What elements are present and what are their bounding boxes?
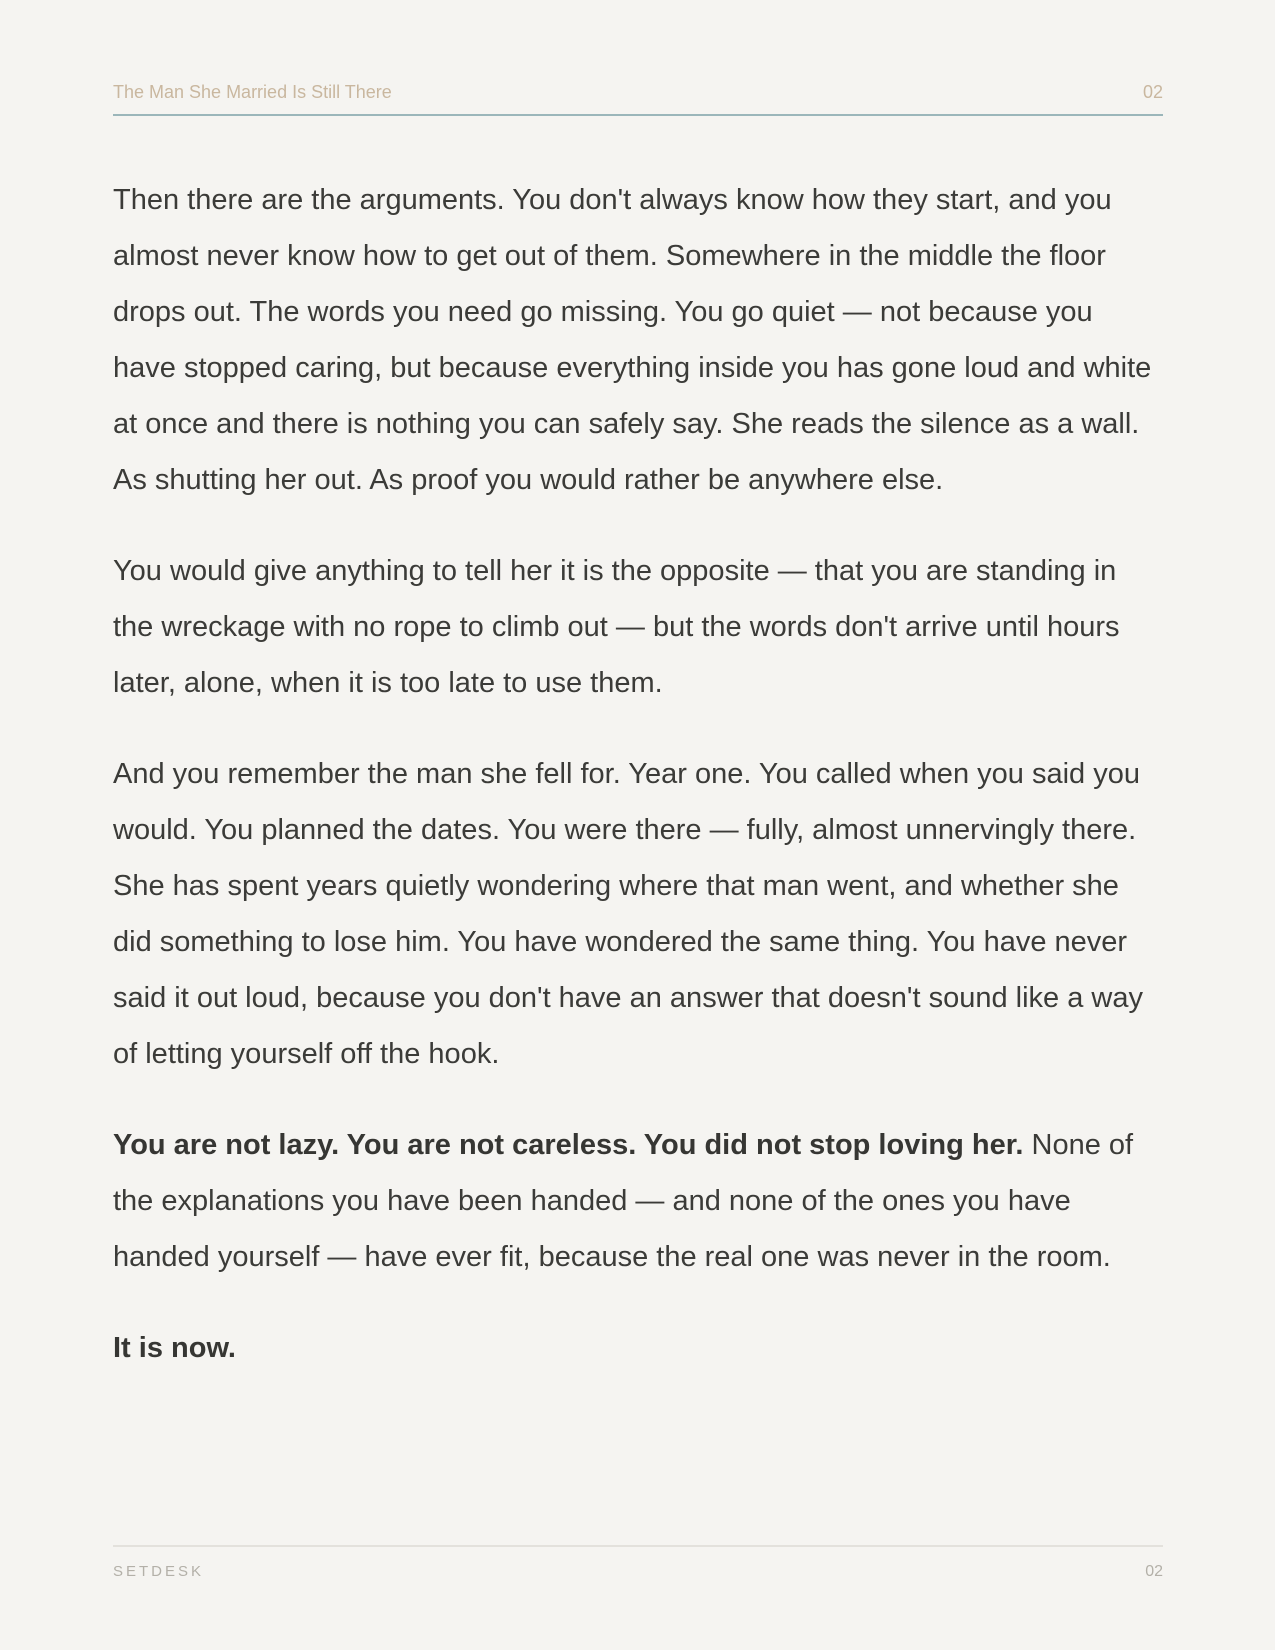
document-page (113, 0, 1163, 1650)
page-footer (113, 1545, 1163, 1587)
paragraph: And you remember the man she fell for. Year one. You called when you said you would. You planned the dates. You were there — fully, almost unnervingly there. She has spent years quietly wondering where that man went, and whether she did something to lose him. You have wondered the same thing. You have never said it out loud, because you don't have an answer that doesn't sound like a way of letting yourself off the hook. (113, 758, 1143, 1070)
bold-statement: You are not lazy. You are not careless. You did not stop loving her. (113, 1129, 1024, 1161)
page-body (113, 172, 1163, 1376)
paragraph-continuation: None of the explanations you have been handed — and none of the ones you have handed yourself — have ever fit, because the real one was never in the room. (113, 1129, 1134, 1273)
paragraph (113, 1117, 1163, 1285)
running-title: The Man She Married Is Still There (113, 82, 392, 102)
footer-page-number: 02 (1145, 1563, 1163, 1580)
footer-brand: SETDESK (113, 1563, 205, 1580)
header-page-number: 02 (1142, 82, 1163, 102)
closing-line: It is now. (113, 1332, 236, 1364)
paragraph: You would give anything to tell her it is the opposite — that you are standing in the wreckage with no rope to climb out — but the words don't arrive until hours later, alone, when it is too late to use them. (113, 555, 1120, 699)
page-header (113, 78, 1163, 116)
paragraph: Then there are the arguments. You don't always know how they start, and you almost never know how to get out of them. Somewhere in the middle the floor drops out. The words you need go missing. You go quiet — not because you have stopped caring, but because everything inside you has gone loud and white at once and there is nothing you can safely say. She reads the silence as a wall. As shutting her out. As proof you would rather be anywhere else. (113, 184, 1152, 496)
